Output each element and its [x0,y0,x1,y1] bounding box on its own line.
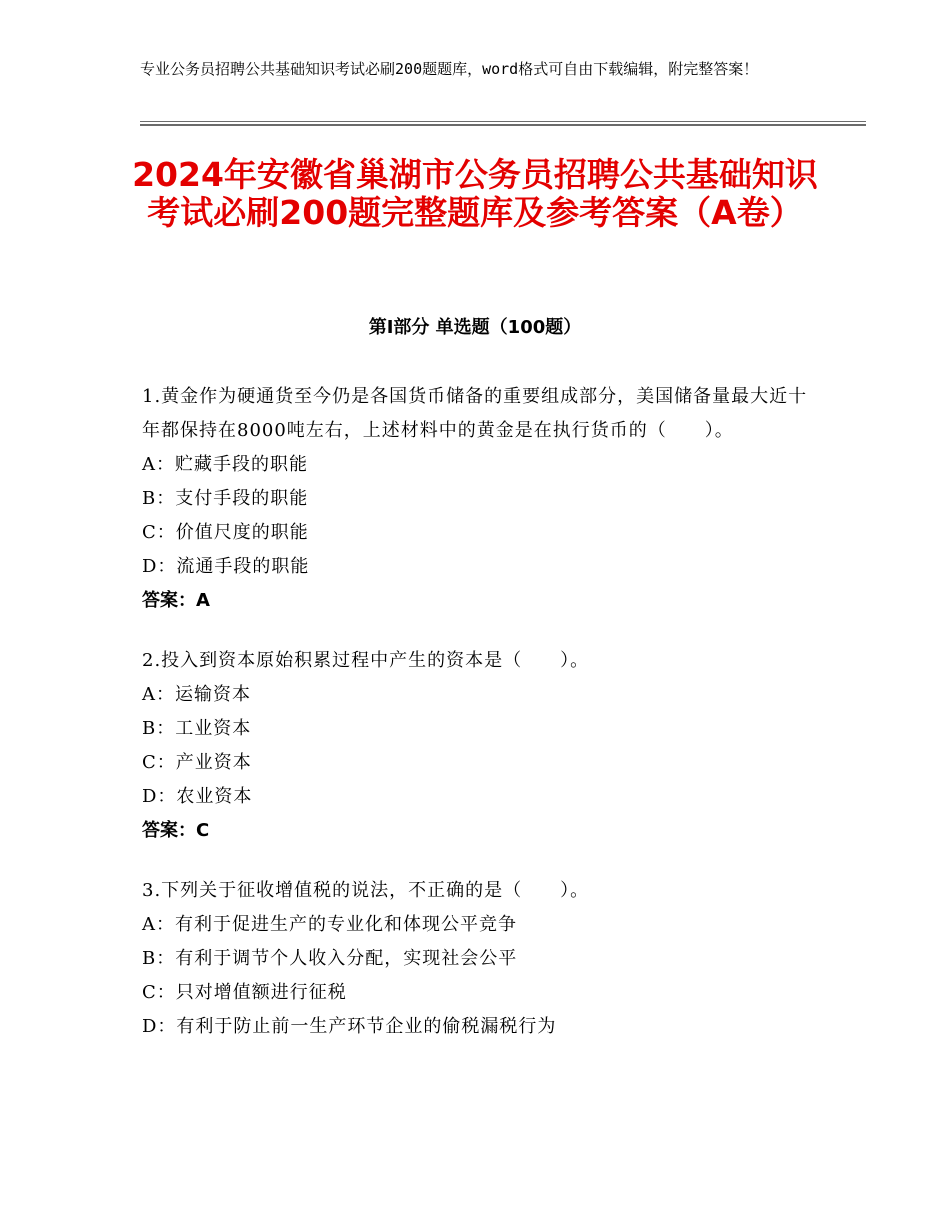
option-c: C：价值尺度的职能 [142,522,309,543]
answer-label: 答案：C [142,820,210,841]
question-1 [142,380,812,618]
header-divider-thick [140,124,866,126]
header-divider-thin [140,121,866,122]
question-stem: 2.投入到资本原始积累过程中产生的资本是（ ）。 [142,650,590,671]
document-title: 2024年安徽省巢湖市公务员招聘公共基础知识考试必刷200题完整题库及参考答案（A卷） [132,155,818,232]
option-a: A：有利于促进生产的专业化和体现公平竞争 [142,914,517,935]
section-title: 第Ⅰ部分 单选题（100题） [368,317,582,338]
header-note: 专业公务员招聘公共基础知识考试必刷200题题库，word格式可自由下载编辑，附完整答案！ [140,60,759,78]
question-stem: 3.下列关于征收增值税的说法，不正确的是（ ）。 [142,880,590,901]
option-b: B：支付手段的职能 [142,488,309,509]
option-a: A：贮藏手段的职能 [142,454,308,475]
question-stem: 1.黄金作为硬通货至今仍是各国货币储备的重要组成部分，美国储备量最大近十年都保持在8000吨左右，上述材料中的黄金是在执行货币的（ ）。 [142,386,808,441]
option-d: D：农业资本 [142,786,253,807]
option-d: D：流通手段的职能 [142,556,310,577]
option-c: C：产业资本 [142,752,252,773]
option-d: D：有利于防止前一生产环节企业的偷税漏税行为 [142,1016,557,1037]
option-b: B：工业资本 [142,718,252,739]
question-3 [142,874,812,1044]
answer-label: 答案：A [142,590,210,611]
question-2 [142,644,812,848]
question-list [142,380,812,1070]
option-b: B：有利于调节个人收入分配，实现社会公平 [142,948,518,969]
option-a: A：运输资本 [142,684,251,705]
option-c: C：只对增值额进行征税 [142,982,347,1003]
